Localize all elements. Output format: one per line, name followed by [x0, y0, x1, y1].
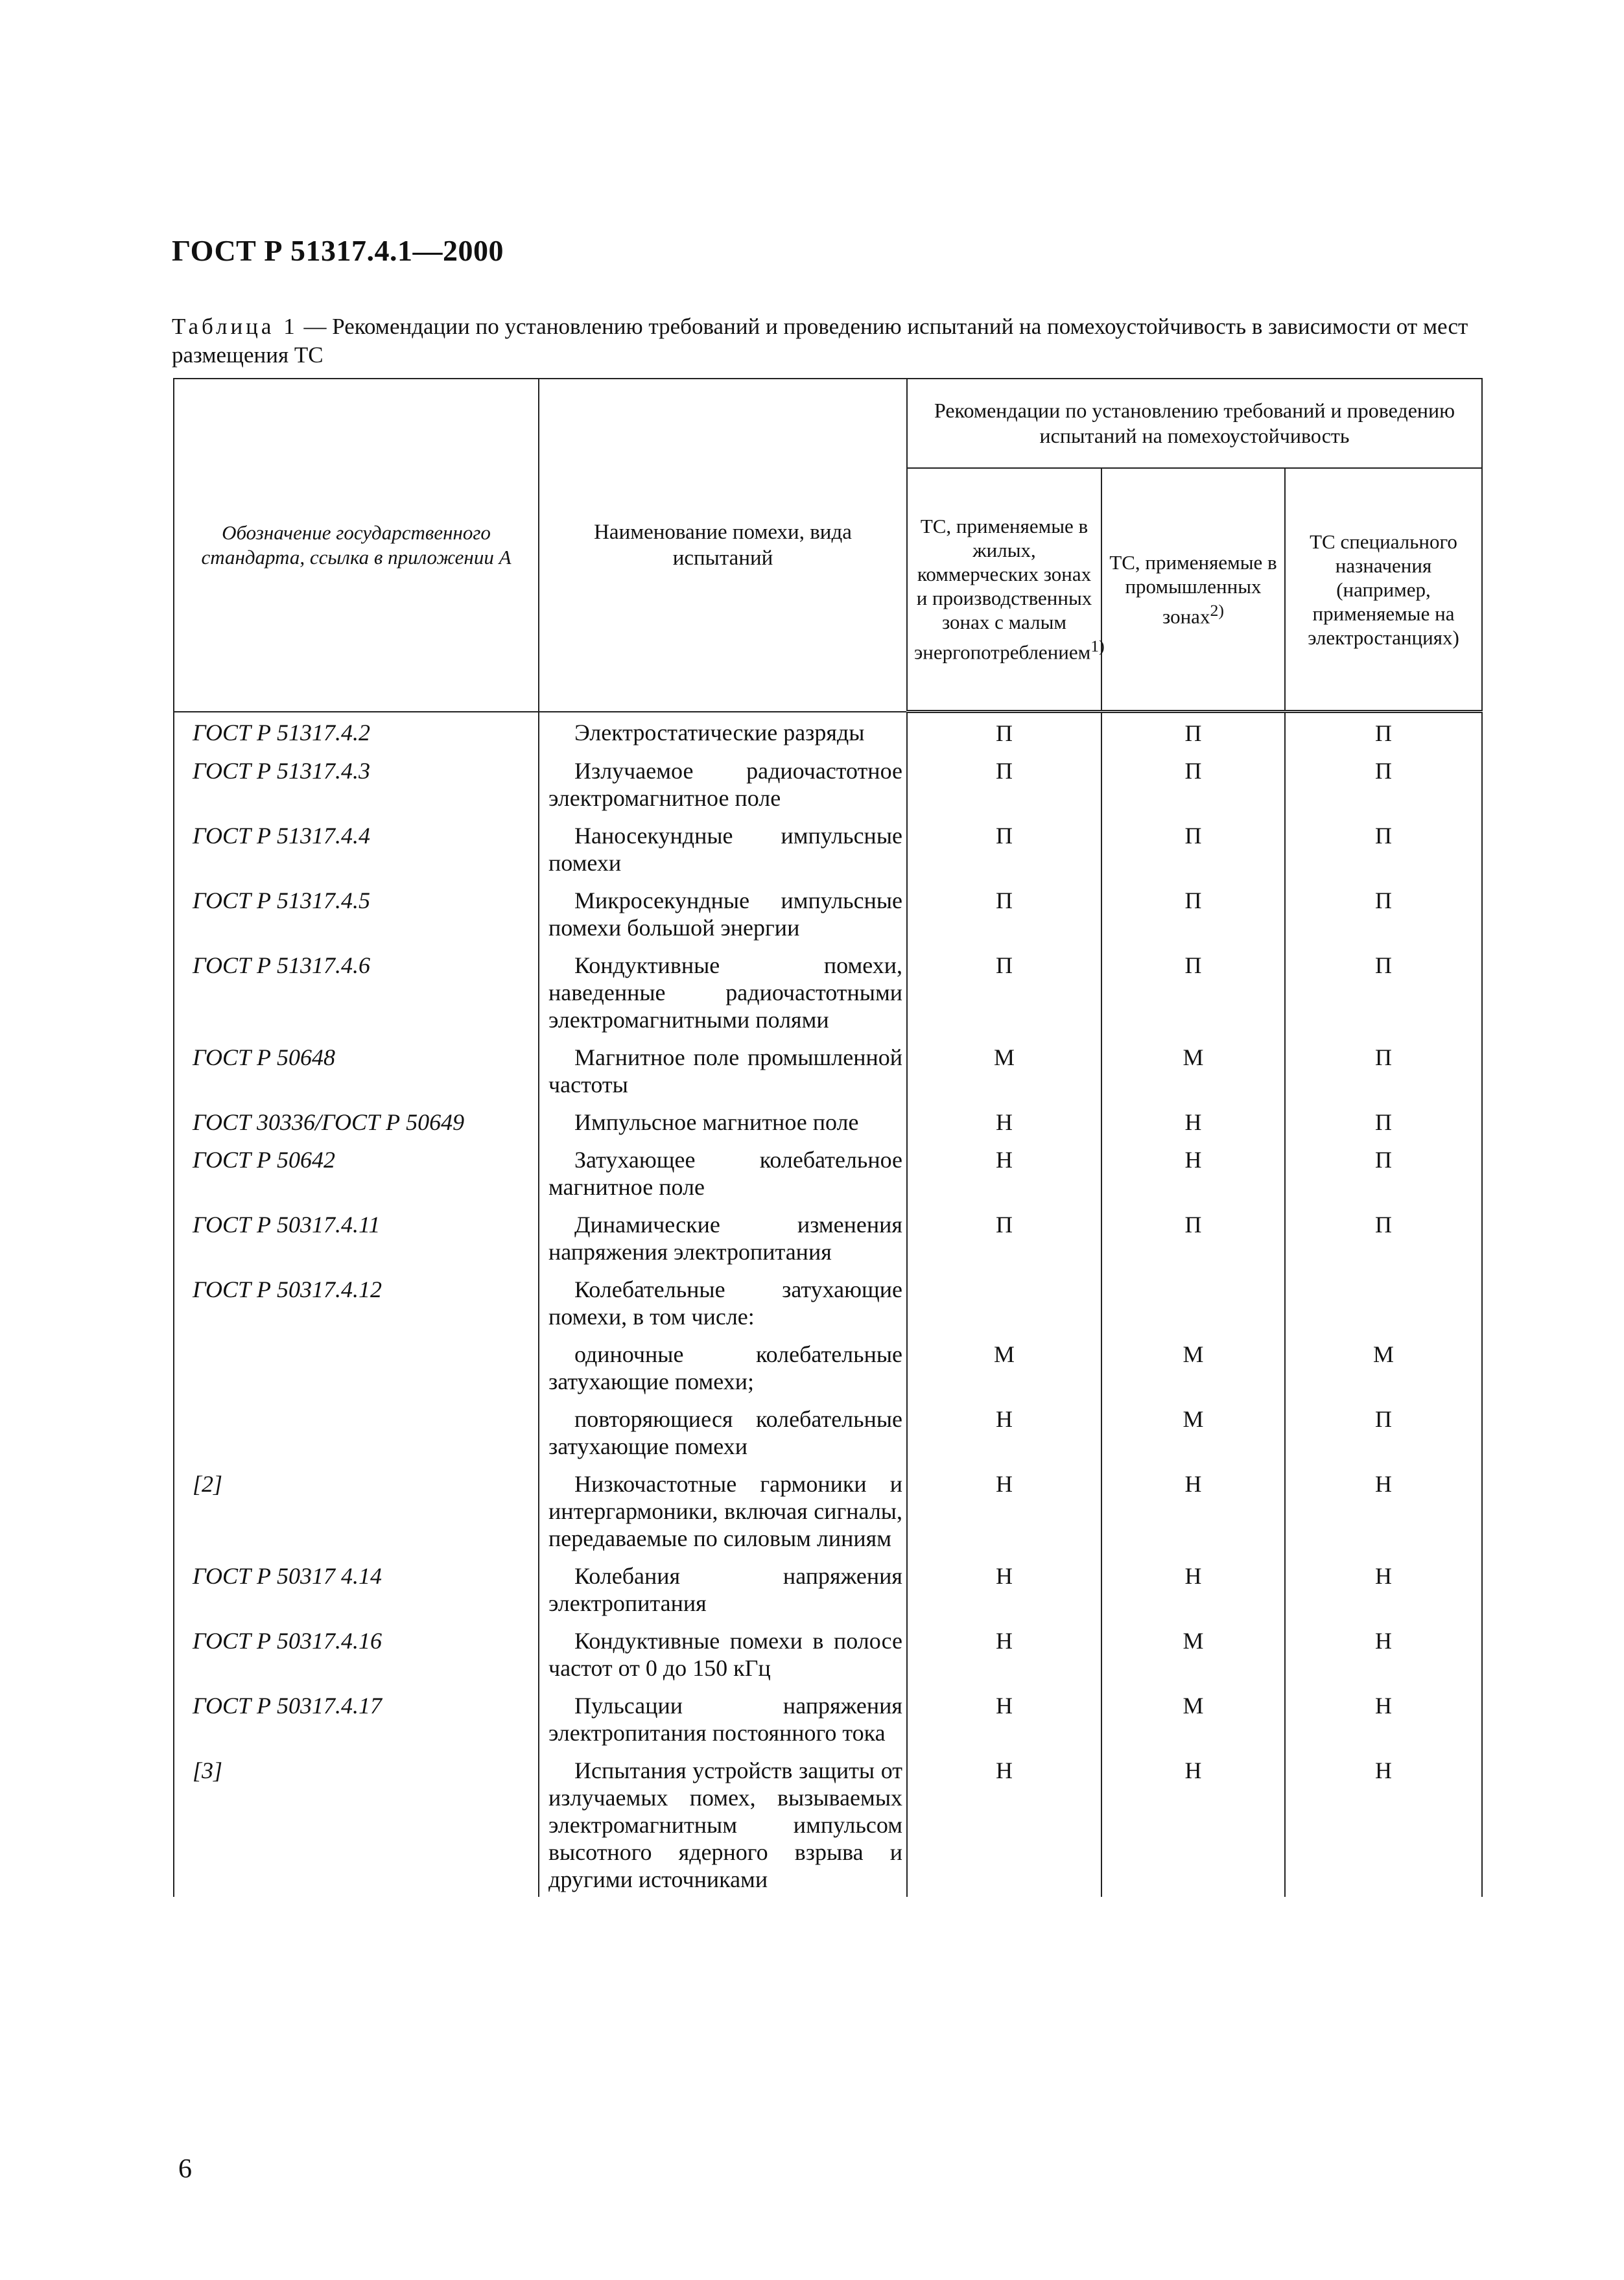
cell-special: П	[1285, 1140, 1482, 1205]
cell-residential: П	[907, 1205, 1101, 1269]
cell-residential: П	[907, 880, 1101, 945]
cell-industrial: П	[1101, 712, 1285, 751]
cell-special: П	[1285, 1037, 1482, 1102]
cell-standard: ГОСТ Р 50642	[174, 1140, 539, 1205]
cell-name-text: Кондуктивные помехи в полосе частот от 0 до 150 кГц	[548, 1628, 902, 1681]
cell-name-text: Колебания напряжения электропитания	[548, 1563, 902, 1616]
table-row	[174, 751, 1482, 816]
cell-name	[539, 712, 907, 751]
cell-residential: Н	[907, 1621, 1101, 1686]
cell-residential: Н	[907, 1686, 1101, 1750]
table-caption-label: Таблица 1	[172, 314, 298, 339]
table-row	[174, 1205, 1482, 1269]
cell-residential: Н	[907, 1102, 1101, 1140]
cell-name-text: Затухающее колебательное магнитное поле	[548, 1147, 902, 1200]
cell-residential: П	[907, 712, 1101, 751]
table-row	[174, 712, 1482, 751]
cell-special: Н	[1285, 1686, 1482, 1750]
cell-name	[539, 816, 907, 880]
cell-residential: Н	[907, 1750, 1101, 1897]
cell-name-text: Кондуктивные помехи, наведенные радиочастотными электромагнитными полями	[548, 952, 902, 1033]
cell-special: М	[1285, 1334, 1482, 1399]
cell-special: П	[1285, 1205, 1482, 1269]
cell-name	[539, 1399, 907, 1464]
cell-standard: ГОСТ Р 50317 4.14	[174, 1556, 539, 1621]
cell-residential: Н	[907, 1140, 1101, 1205]
cell-name-text: одиночные колебательные затухающие помехи;	[548, 1341, 902, 1394]
cell-special: Н	[1285, 1750, 1482, 1897]
cell-industrial: Н	[1101, 1140, 1285, 1205]
table-body	[174, 712, 1482, 1898]
cell-name-text: Колебательные затухающие помехи, в том числе:	[548, 1276, 902, 1330]
cell-name	[539, 1334, 907, 1399]
cell-name	[539, 1205, 907, 1269]
cell-name-text: Магнитное поле промышленной частоты	[548, 1044, 902, 1098]
cell-standard: [2]	[174, 1464, 539, 1556]
table-row	[174, 816, 1482, 880]
cell-name-text: Испытания устройств защиты от излучаемых помех, вызываемых электромагнитным импульсом высотного ядерного взрыва и другими источниками	[548, 1757, 902, 1892]
cell-residential: М	[907, 1037, 1101, 1102]
table-caption-text: — Рекомендации по установлению требований и проведению испытаний на помехоустойчивость в зависимости от мест размещения ТС	[172, 314, 1468, 368]
cell-standard: ГОСТ 30336/ГОСТ Р 50649	[174, 1102, 539, 1140]
table-row	[174, 1621, 1482, 1686]
cell-special: П	[1285, 1399, 1482, 1464]
cell-standard	[174, 1334, 539, 1399]
cell-industrial: М	[1101, 1399, 1285, 1464]
cell-industrial: П	[1101, 1205, 1285, 1269]
cell-residential: М	[907, 1334, 1101, 1399]
cell-standard: ГОСТ Р 51317.4.6	[174, 945, 539, 1037]
cell-name-text: Микросекундные импульсные помехи большой энергии	[548, 887, 902, 941]
cell-special: Н	[1285, 1464, 1482, 1556]
cell-standard: ГОСТ Р 51317.4.4	[174, 816, 539, 880]
cell-industrial: М	[1101, 1621, 1285, 1686]
cell-residential: Н	[907, 1399, 1101, 1464]
cell-special: П	[1285, 712, 1482, 751]
table-row	[174, 945, 1482, 1037]
header-residential-note: 1)	[1090, 637, 1105, 656]
cell-name-text: повторяющиеся колебательные затухающие помехи	[548, 1406, 902, 1459]
cell-industrial: П	[1101, 816, 1285, 880]
cell-standard: ГОСТ Р 50648	[174, 1037, 539, 1102]
document-title: ГОСТ Р 51317.4.1—2000	[172, 234, 504, 267]
cell-name	[539, 1102, 907, 1140]
recommendations-table-container	[173, 378, 1481, 2119]
cell-industrial: М	[1101, 1334, 1285, 1399]
cell-industrial: П	[1101, 945, 1285, 1037]
table-row	[174, 1140, 1482, 1205]
cell-industrial: Н	[1101, 1102, 1285, 1140]
cell-industrial: Н	[1101, 1556, 1285, 1621]
header-industrial-note: 2)	[1210, 600, 1224, 620]
cell-name	[539, 1621, 907, 1686]
cell-standard: ГОСТ Р 51317.4.3	[174, 751, 539, 816]
header-residential	[907, 468, 1105, 712]
cell-industrial: Н	[1101, 1464, 1285, 1556]
cell-standard: ГОСТ Р 50317.4.17	[174, 1686, 539, 1750]
cell-industrial: М	[1101, 1686, 1285, 1750]
table-row	[174, 1750, 1482, 1897]
cell-residential: П	[907, 751, 1101, 816]
header-recommendations: Рекомендации по установлению требований и проведению испытаний на помехоустойчивость	[907, 379, 1482, 468]
cell-industrial	[1101, 1269, 1285, 1334]
cell-name	[539, 1140, 907, 1205]
cell-special	[1285, 1269, 1482, 1334]
cell-name	[539, 1037, 907, 1102]
cell-residential	[907, 1269, 1101, 1334]
table-row	[174, 1102, 1482, 1140]
cell-name	[539, 1269, 907, 1334]
cell-name-text: Низкочастотные гармоники и интергармоники, включая сигналы, передаваемые по силовым линиям	[548, 1471, 902, 1551]
recommendations-table	[173, 378, 1483, 1897]
cell-residential: П	[907, 945, 1101, 1037]
cell-name	[539, 1750, 907, 1897]
header-name: Наименование помехи, вида испытаний	[539, 379, 907, 712]
cell-name	[539, 880, 907, 945]
cell-name-text: Электростатические разряды	[574, 719, 865, 746]
cell-special: П	[1285, 945, 1482, 1037]
table-row	[174, 880, 1482, 945]
cell-industrial: М	[1101, 1037, 1285, 1102]
cell-residential: П	[907, 816, 1101, 880]
table-caption	[172, 312, 1481, 370]
header-special: ТС специального назначения (например, применяемые на электростанциях)	[1285, 468, 1482, 712]
cell-industrial: Н	[1101, 1750, 1285, 1897]
table-row	[174, 1556, 1482, 1621]
cell-standard: [3]	[174, 1750, 539, 1897]
cell-name	[539, 1464, 907, 1556]
table-row	[174, 1464, 1482, 1556]
cell-special: Н	[1285, 1556, 1482, 1621]
cell-standard: ГОСТ Р 51317.4.5	[174, 880, 539, 945]
cell-special: П	[1285, 880, 1482, 945]
cell-standard	[174, 1399, 539, 1464]
cell-name-text: Динамические изменения напряжения электропитания	[548, 1212, 902, 1265]
cell-special: П	[1285, 816, 1482, 880]
cell-name	[539, 945, 907, 1037]
cell-residential: Н	[907, 1464, 1101, 1556]
header-industrial	[1101, 468, 1285, 712]
table-row	[174, 1334, 1482, 1399]
cell-standard: ГОСТ Р 50317.4.16	[174, 1621, 539, 1686]
header-standard: Обозначение государственного стандарта, ссылка в приложении А	[174, 379, 539, 712]
cell-standard: ГОСТ Р 50317.4.11	[174, 1205, 539, 1269]
cell-industrial: П	[1101, 880, 1285, 945]
header-residential-text: ТС, применяемые в жилых, коммерческих зонах и производственных зонах с малым энергопотреблением	[914, 515, 1092, 664]
table-row	[174, 1269, 1482, 1334]
table-row	[174, 1037, 1482, 1102]
cell-standard: ГОСТ Р 50317.4.12	[174, 1269, 539, 1334]
table-row	[174, 1686, 1482, 1750]
header-industrial-text: ТС, применяемые в промышленных зонах	[1109, 550, 1277, 628]
cell-name-text: Пульсации напряжения электропитания постоянного тока	[548, 1693, 902, 1746]
cell-name-text: Наносекундные импульсные помехи	[548, 823, 902, 876]
cell-special: Н	[1285, 1621, 1482, 1686]
cell-special: П	[1285, 751, 1482, 816]
cell-name	[539, 1686, 907, 1750]
page-number: 6	[178, 2154, 192, 2184]
cell-name-text: Излучаемое радиочастотное электромагнитное поле	[548, 758, 902, 811]
table-row	[174, 1399, 1482, 1464]
cell-name	[539, 751, 907, 816]
cell-special: П	[1285, 1102, 1482, 1140]
cell-industrial: П	[1101, 751, 1285, 816]
cell-name	[539, 1556, 907, 1621]
cell-standard: ГОСТ Р 51317.4.2	[174, 712, 539, 751]
cell-name-text: Импульсное магнитное поле	[574, 1109, 859, 1135]
cell-residential: Н	[907, 1556, 1101, 1621]
